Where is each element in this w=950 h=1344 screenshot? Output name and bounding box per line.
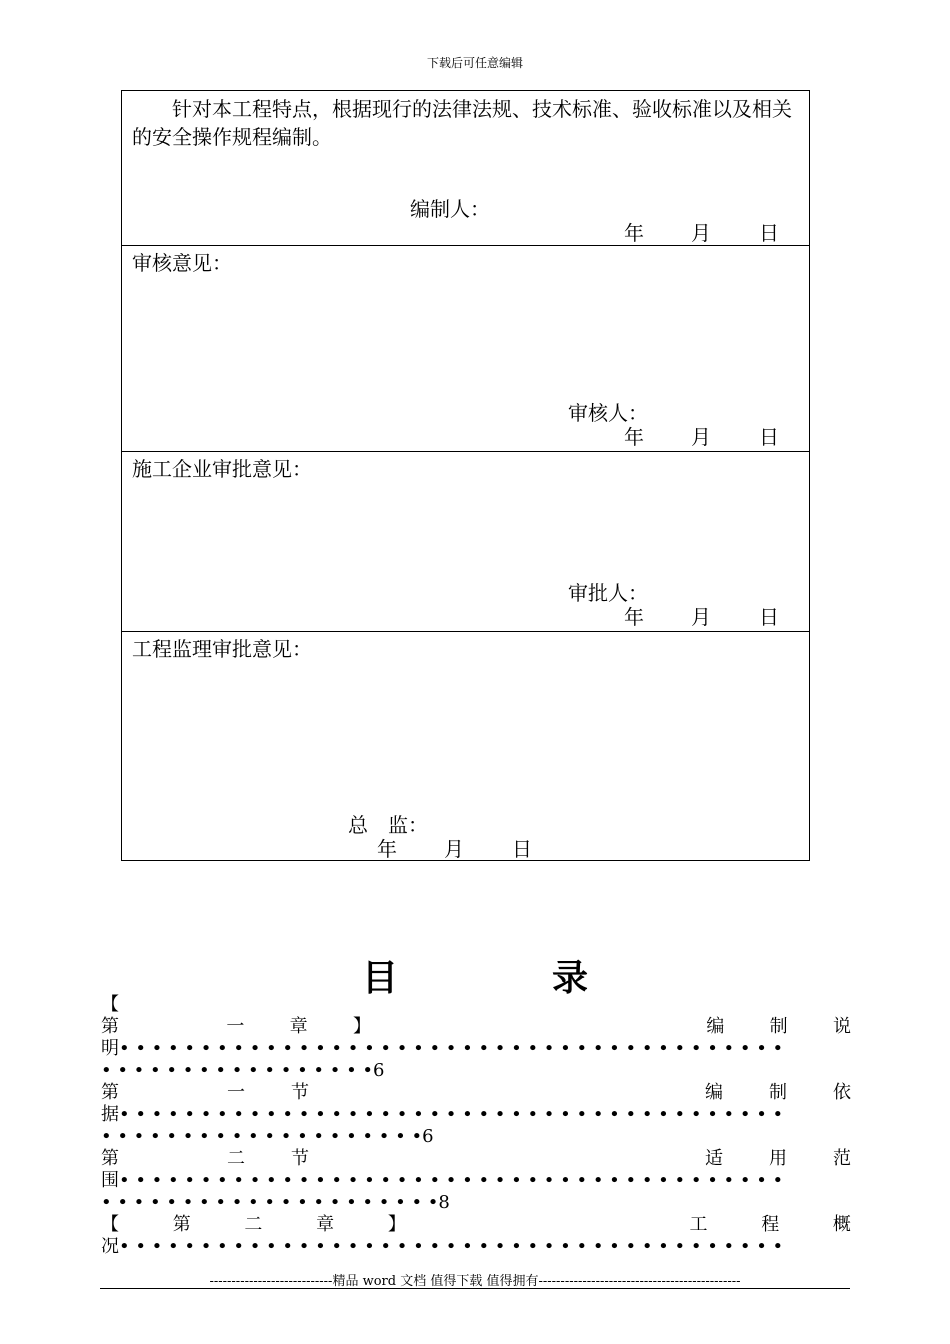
toc-word: 制 bbox=[769, 1016, 788, 1037]
toc-title-right: 录 bbox=[552, 957, 589, 999]
toc-entry-1-lead: 【 bbox=[101, 994, 119, 1015]
toc-word: 概 bbox=[832, 1214, 851, 1235]
toc-word: 【 bbox=[101, 1214, 119, 1235]
toc-entry-1-tail-line bbox=[101, 1038, 783, 1060]
approve-date-year: 年 bbox=[624, 605, 644, 629]
toc-entry-1-page-line bbox=[101, 1060, 385, 1082]
compiler-label: 编制人： bbox=[410, 197, 490, 221]
toc-word: 第 bbox=[172, 1214, 191, 1235]
compile-date-month: 月 bbox=[691, 221, 711, 245]
toc-word: 】 bbox=[387, 1214, 406, 1235]
toc-tail: 况 bbox=[101, 1236, 119, 1257]
toc-word: 编 bbox=[706, 1016, 725, 1037]
toc-dots: • • • • • • • • • • • • • • • • • • • • • • • • • • • • • • • • • • • • • • • • • bbox=[119, 1170, 784, 1191]
toc-word: 一 bbox=[226, 1016, 245, 1037]
approve-date-month: 月 bbox=[691, 605, 711, 629]
compile-date-year: 年 bbox=[624, 221, 644, 245]
compile-date-day: 日 bbox=[759, 221, 779, 245]
toc-page-number: 6 bbox=[422, 1126, 434, 1147]
chief-label: 总 监： bbox=[348, 813, 428, 837]
approver-label: 审批人： bbox=[568, 581, 648, 605]
toc-dots: • • • • • • • • • • • • • • • • • bbox=[101, 1060, 374, 1081]
supervision-date-year: 年 bbox=[377, 837, 397, 861]
toc-entry-1[interactable] bbox=[101, 1016, 851, 1038]
toc-word: 】 bbox=[352, 1016, 371, 1037]
toc-word: 节 bbox=[291, 1148, 309, 1169]
toc-page-number: 8 bbox=[438, 1192, 450, 1213]
compile-section bbox=[122, 91, 809, 246]
toc-word: 程 bbox=[761, 1214, 780, 1235]
supervision-date-day: 日 bbox=[512, 837, 532, 861]
toc-word: 说 bbox=[832, 1016, 851, 1037]
footer-divider bbox=[100, 1288, 850, 1289]
toc-word: 二 bbox=[227, 1148, 245, 1169]
toc-word: 第 bbox=[101, 1016, 119, 1037]
footer-text: ----------------------------精品 word 文档 值得下载 值得拥有---------------------------------------------- bbox=[209, 1274, 741, 1289]
enterprise-label: 施工企业审批意见： bbox=[132, 457, 312, 481]
header-note: 下载后可任意编辑 bbox=[426, 56, 523, 70]
supervision-date-month: 月 bbox=[444, 837, 464, 861]
enterprise-section bbox=[122, 451, 809, 632]
toc-page-number: 6 bbox=[373, 1060, 385, 1081]
toc-entry-4-tail-line bbox=[101, 1236, 783, 1258]
toc-word: 章 bbox=[316, 1214, 335, 1235]
review-label: 审核意见： bbox=[132, 251, 232, 275]
toc-word: 依 bbox=[833, 1082, 851, 1103]
toc-dots: • • • • • • • • • • • • • • • • • • • • bbox=[101, 1126, 423, 1147]
review-date-year: 年 bbox=[624, 425, 644, 449]
supervision-section bbox=[122, 631, 809, 860]
toc-word: 节 bbox=[291, 1082, 309, 1103]
toc-word: 适 bbox=[705, 1148, 723, 1169]
toc-word: 第 bbox=[101, 1148, 119, 1169]
toc-word: 二 bbox=[244, 1214, 263, 1235]
toc-word: 章 bbox=[289, 1016, 308, 1037]
toc-dots: • • • • • • • • • • • • • • • • • • • • • • • • • • • • • • • • • • • • • • • • • bbox=[119, 1038, 784, 1059]
toc-dots: • • • • • • • • • • • • • • • • • • • • • bbox=[101, 1192, 439, 1213]
toc-title-left: 目 bbox=[362, 957, 399, 999]
toc-entry-3-page-line bbox=[101, 1192, 450, 1214]
toc-word: 用 bbox=[769, 1148, 787, 1169]
toc-tail: 明 bbox=[101, 1038, 119, 1059]
toc-dots: • • • • • • • • • • • • • • • • • • • • • • • • • • • • • • • • • • • • • • • • • bbox=[119, 1104, 784, 1125]
toc-word: 范 bbox=[833, 1148, 851, 1169]
toc-word: 编 bbox=[705, 1082, 723, 1103]
toc-entry-2-tail-line bbox=[101, 1104, 783, 1126]
toc-entry-3-tail-line bbox=[101, 1170, 783, 1192]
intro-text: 针对本工程特点，根据现行的法律法规、技术标准、验收标准以及相关的安全操作规程编制。 bbox=[132, 97, 792, 149]
reviewer-label: 审核人： bbox=[568, 401, 648, 425]
toc-entry-2-page-line bbox=[101, 1126, 434, 1148]
toc-entry-2[interactable] bbox=[101, 1082, 851, 1104]
review-date-month: 月 bbox=[691, 425, 711, 449]
toc-tail: 围 bbox=[101, 1170, 119, 1191]
toc-entry-4[interactable] bbox=[101, 1214, 851, 1236]
supervision-label: 工程监理审批意见： bbox=[132, 637, 312, 661]
approval-form bbox=[121, 90, 810, 861]
toc-entry-3[interactable] bbox=[101, 1148, 851, 1170]
toc-word: 第 bbox=[101, 1082, 119, 1103]
toc-word: 一 bbox=[227, 1082, 245, 1103]
toc-tail: 据 bbox=[101, 1104, 119, 1125]
toc-word: 制 bbox=[769, 1082, 787, 1103]
review-section bbox=[122, 245, 809, 452]
approve-date-day: 日 bbox=[759, 605, 779, 629]
toc-word: 工 bbox=[689, 1214, 708, 1235]
toc-dots: • • • • • • • • • • • • • • • • • • • • • • • • • • • • • • • • • • • • • • • • • bbox=[119, 1236, 784, 1257]
review-date-day: 日 bbox=[759, 425, 779, 449]
